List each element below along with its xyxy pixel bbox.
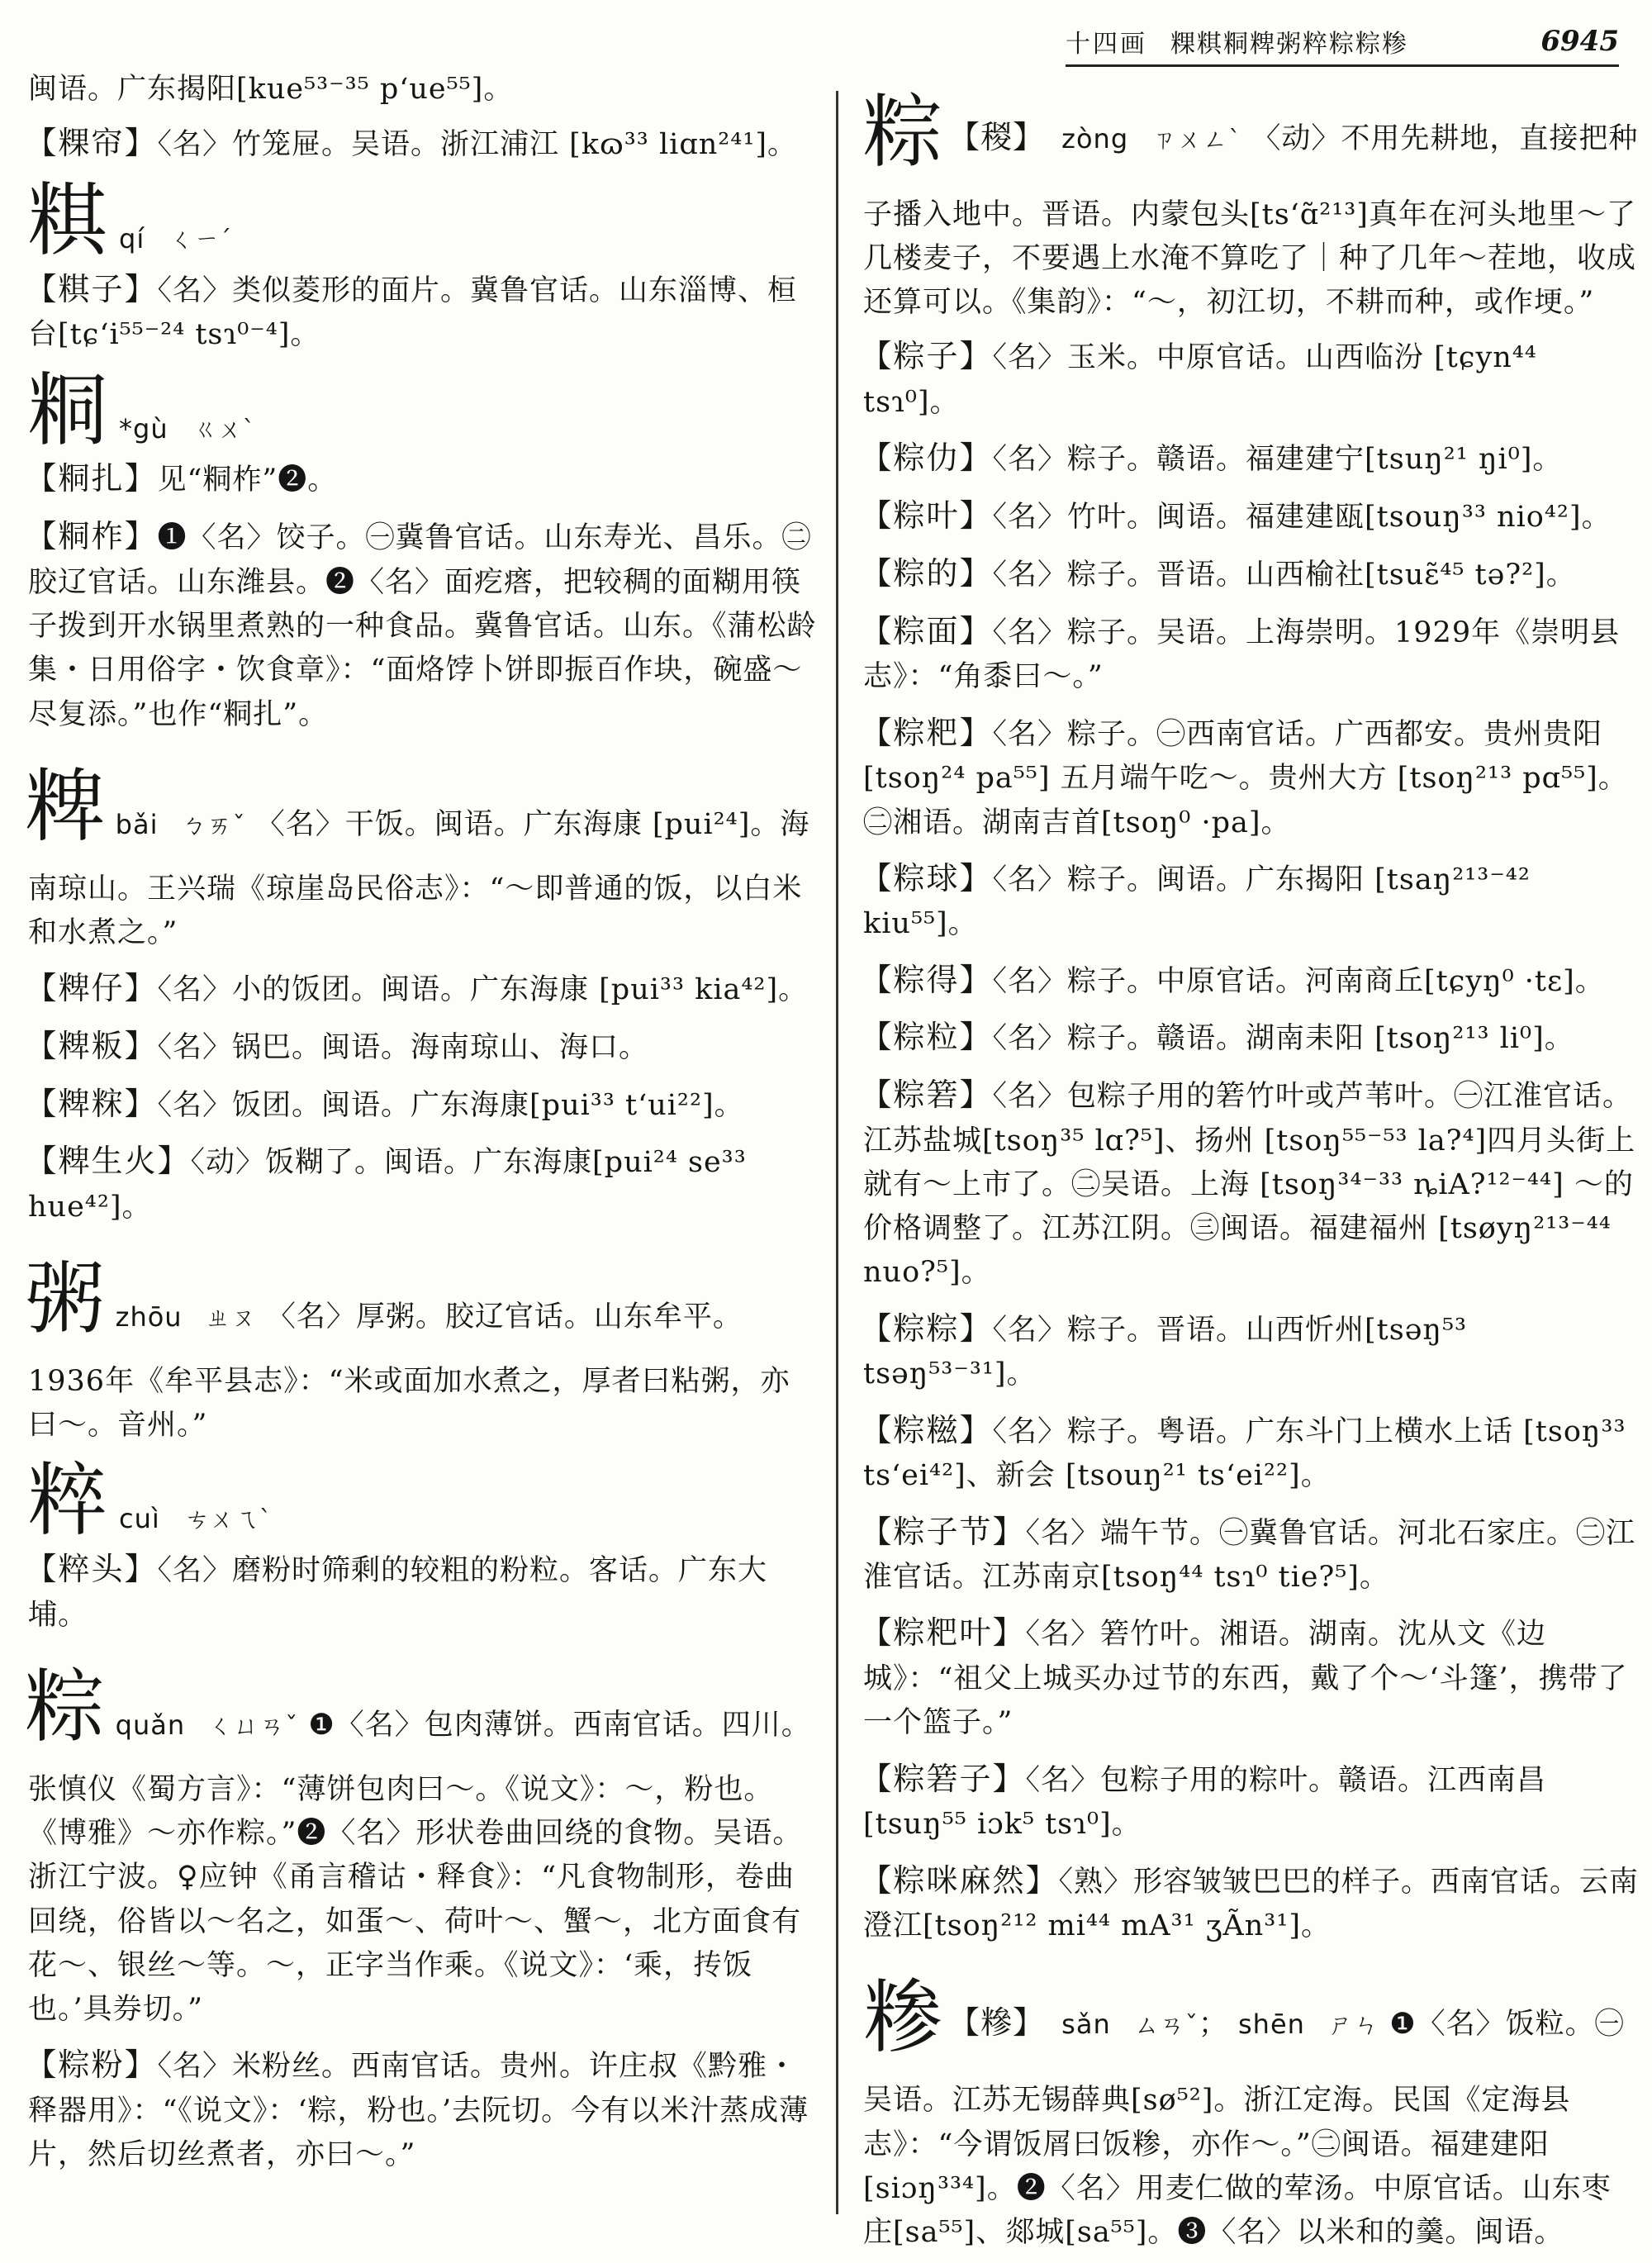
right-column <box>860 68 1640 2263</box>
sub-entry <box>860 1609 1640 1745</box>
sub-entry-text: 〈名〉包粽子用的粽叶。赣语。江西南昌 [tsuŋ⁵⁵ iɔk⁵ tsɿ⁰]。 <box>863 1763 1547 1842</box>
sub-entry-term: 【粽的】 <box>860 554 993 592</box>
sub-entry-text: 〈名〉粽子。闽语。广东揭阳 [tsaŋ²¹³⁻⁴² kiu⁵⁵]。 <box>863 863 1531 941</box>
sub-entry-text: 〈名〉磨粉时筛剩的较粗的粉粒。客话。广东大埔。 <box>28 1554 768 1633</box>
sub-entry-text: 〈名〉粽子。吴语。上海崇明。1929年《崇明县志》：“角黍曰～。” <box>863 616 1621 694</box>
sub-entry-term: 【粹头】 <box>25 1551 158 1588</box>
sub-entry-term: 【粺仔】 <box>25 970 158 1006</box>
headword-zhuyin: ㄍㄨˋ <box>192 415 255 445</box>
headword-char: 粺 <box>25 759 106 853</box>
running-header <box>1066 18 1619 67</box>
headword-pinyin: bǎi <box>115 808 159 840</box>
headword-zhuyin: ㄅㄞˇ <box>181 811 246 840</box>
headword-definition: ❶〈名〉饭粒。㊀吴语。江苏无锡薛典[sø⁵²]。浙江定海。民国《定海县志》：“今谓饭屑曰饭糁，亦作～。”㊁闽语。福建建阳[siɔŋ³³⁴]。❷〈名〉用麦仁做的荤汤。中原官话。山东枣庄[sa⁵⁵]、郯城[sa⁵⁵]。❸〈名〉以米和的羹。闽语。 <box>863 2008 1625 2249</box>
sub-entry-text: 〈名〉粽子。赣语。福建建宁[tsuŋ²¹ ŋi⁰]。 <box>992 443 1563 477</box>
headword-pinyin: sǎn <box>1061 2009 1111 2041</box>
sub-entry <box>860 333 1640 425</box>
sub-entry-term: 【粽箬子】 <box>860 1760 1026 1797</box>
headword-definition: 〈动〉不用先耕地，直接把种子播入地中。晋语。内蒙包头[ts‘ɑ̃²¹³]真年在河头地里～了几楼麦子，不要遇上水淹不算吃了｜种了几年～茬地，收成还算可以。《集韵》：“～，初江切，不耕而种，或作埂。” <box>863 122 1639 320</box>
sub-entry-term: 【粽粽】 <box>860 1310 993 1347</box>
sub-entry-term: 【粽箬】 <box>860 1077 993 1114</box>
headword <box>28 1454 817 1547</box>
sub-entry <box>25 455 817 503</box>
sub-entry-list <box>860 333 1640 1948</box>
sub-entry-text: 〈熟〉形容皱皱巴巴的样子。西南官话。云南澄江[tsoŋ²¹² mi⁴⁴ mA³¹ ʒÃn³¹]。 <box>863 1865 1640 1943</box>
sub-entry-text: 〈名〉玉米。中原官话。山西临汾 [tɕyn⁴⁴ tsɿ⁰]。 <box>863 341 1537 420</box>
sub-entry-term: 【粽面】 <box>860 612 993 649</box>
left-column <box>25 68 817 2187</box>
headword-definition: ❶〈名〉包肉薄饼。西南官话。四川。张慎仪《蜀方言》：“薄饼包肉曰～。《说文》：～，粉也。《博雅》～亦作粽。”❷〈名〉形状卷曲回绕的食物。吴语。浙江宁波。♀应钟《甬言稽诂・释食》：“凡食物制形，卷曲回绕，俗皆以～名之，如蛋～、荷叶～、蟹～，北方面食有花～、银丝～等。～，正字当作乘。《说文》：‘乘，抟饭也。’具券切。” <box>28 1709 811 2027</box>
headword-zhuyin: ㄘㄨㄟˋ <box>184 1505 272 1535</box>
sub-entry <box>25 1138 817 1229</box>
page-number: 6945 <box>1540 25 1619 58</box>
headword-entry <box>25 1239 817 1448</box>
sub-entry <box>25 1081 817 1129</box>
sub-entry <box>860 855 1640 947</box>
headword-char: 粸 <box>28 174 107 267</box>
sub-entry-term: 【粸子】 <box>25 270 158 307</box>
sub-entry-term: 【粽子节】 <box>860 1513 1026 1550</box>
sub-entry-text: 〈名〉箬竹叶。湘语。湖南。沈从文《边城》：“祖父上城买办过节的东西，戴了个～‘斗篷’，携带了一个篮子。” <box>863 1618 1628 1740</box>
variant-form: 【稯】 <box>948 119 1046 155</box>
sub-entry-text: 〈名〉米粉丝。西南官话。贵州。许庄叔《黔雅・释器用》：“《说文》：‘粽，粉也。’去阮切。今有以米汁蒸成薄片，然后切丝煮者，亦曰～。” <box>28 2050 809 2172</box>
continued-text: 闽语。广东揭阳[kue⁵³⁻³⁵ p‘ue⁵⁵]。 <box>28 73 514 106</box>
headword-entry: 糁 【糝】 sǎn ㄙㄢˇ； shēn ㄕㄣ ❶〈名〉饭粒。㊀吴语。江苏无锡薛典[sø⁵²]。浙江定海。民国《定海县志》：“今谓饭屑曰饭糁，亦作～。”㊁闽语。福建建阳[siɔŋ³³⁴]。❷〈名〉用麦仁做的荤汤。中原官话。山东枣庄[sa⁵⁵]、郯城[sa⁵⁵]。❸〈名〉以米和的羹。闽语。 <box>863 1971 1625 2249</box>
headword-char: 粽 <box>25 1661 106 1754</box>
sub-entry <box>25 120 817 168</box>
sub-entry-term: 【粽子】 <box>860 338 993 375</box>
sub-entry <box>860 1305 1640 1397</box>
headword-pinyin: zhōu <box>115 1301 183 1334</box>
sub-entry <box>860 1509 1640 1600</box>
sub-entry-text: 〈名〉粽子。粤语。广东斗门上横水上话 [tsoŋ³³ ts‘ei⁴²]、新会 [tsouŋ²¹ ts‘ei²²]。 <box>863 1414 1626 1493</box>
sub-entry-text: 〈名〉饭团。闽语。广东海康[pui³³ t‘ui²²]。 <box>157 1088 744 1122</box>
headword-pinyin: cuì <box>119 1503 160 1535</box>
sub-entry <box>860 608 1640 700</box>
sub-entry <box>25 965 817 1013</box>
sub-entry-term: 【粿帘】 <box>25 125 158 162</box>
headword-entry <box>25 1647 817 2032</box>
sub-entry-term: 【粽糍】 <box>860 1411 993 1448</box>
headword-pinyin: quǎn <box>115 1709 186 1742</box>
sub-entry <box>25 1023 817 1071</box>
sub-entry-term: 【粽粒】 <box>860 1019 993 1056</box>
headword-definition: 〈名〉厚粥。胶辽官话。山东牟平。1936年《牟平县志》：“米或面加水煮之，厚者曰粘粥，亦曰～。音州。” <box>28 1300 790 1443</box>
sub-entry <box>860 1407 1640 1499</box>
sub-entry-term: 【粽粉】 <box>25 2047 158 2084</box>
sub-entry-term: 【粽粑】 <box>860 714 993 751</box>
sub-entry-text: 〈名〉竹叶。闽语。福建建瓯[tsouŋ³³ nio⁴²]。 <box>992 501 1612 535</box>
sub-entry-term: 【粽粑叶】 <box>860 1614 1026 1652</box>
sub-entry <box>25 266 817 358</box>
headword-zhuyin: ㄑㄩㄢˇ <box>208 1712 299 1742</box>
sub-entry <box>860 492 1640 540</box>
sub-entry-text: 〈名〉竹笼屉。吴语。浙江浦江 [kɷ³³ liɑn²⁴¹]。 <box>157 128 798 162</box>
sub-entry-term: 【粺粄】 <box>25 1027 158 1064</box>
sub-entry <box>860 710 1640 845</box>
headword-entry <box>863 73 1640 325</box>
headword-char: 粹 <box>28 1454 107 1547</box>
headword-zhuyin: ㄑㄧˊ <box>169 225 232 254</box>
sub-entry <box>25 2042 817 2177</box>
headword-definition: 〈名〉干饭。闽语。广东海康 [pui²⁴]。海南琼山。王兴瑞《琼崖岛民俗志》：“～即普通的饭，以白米和水煮之。” <box>28 807 810 949</box>
sub-entry-text: ❶〈名〉饺子。㊀冀鲁官话。山东寿光、昌乐。㊁胶辽官话。山东潍县。❷〈名〉面疙瘩，把较稠的面糊用筷子拨到开水锅里煮熟的一种食品。冀鲁官话。山东。《蒲松龄集・日用俗字・饮食章》：“面烙饽卜饼即振百作块，碗盛～尽复添。”也作“粡扎”。 <box>28 521 817 731</box>
sub-entry-text: 〈名〉粽子。晋语。山西榆社[tsuɛ̃⁴⁵ tə?²]。 <box>992 558 1576 592</box>
headword-pinyin: *gù <box>119 412 169 445</box>
sub-entry <box>860 550 1640 598</box>
headword-zhuyin: ㄗㄨㄥˋ <box>1151 126 1242 155</box>
sub-entry <box>860 1072 1640 1296</box>
sub-entry-text: 〈名〉粽子。赣语。湖南耒阳 [tsoŋ²¹³ li⁰]。 <box>992 1022 1574 1056</box>
sub-entry-text: 〈名〉粽子。中原官话。河南商丘[tɕyŋ⁰ ·tɛ]。 <box>992 964 1605 998</box>
headword-pinyin-alt: shēn <box>1238 2009 1305 2041</box>
sub-entry <box>860 1014 1640 1062</box>
headword-char: 粽 <box>863 86 943 178</box>
sub-entry-term: 【粽叶】 <box>860 497 993 535</box>
headword-zhuyin: ㄓㄡ <box>205 1304 257 1334</box>
sub-entry-text: 〈名〉锅巴。闽语。海南琼山、海口。 <box>157 1030 649 1064</box>
sub-entry-text: 〈名〉端午节。㊀冀鲁官话。河北石家庄。㊁江淮官话。江苏南京[tsoŋ⁴⁴ tsɿ⁰ tie?⁵]。 <box>863 1516 1636 1595</box>
sub-entry-term: 【粺䊉】 <box>25 1085 158 1122</box>
header-section: 十四画 <box>1066 30 1147 59</box>
sub-entry-text: 〈名〉类似菱形的面片。冀鲁官话。山东淄博、桓台[tɕ‘i⁵⁵⁻²⁴ tsɿ⁰⁻⁴]。 <box>28 273 798 352</box>
sub-entry-text: 〈名〉包粽子用的箬竹叶或芦苇叶。㊀江淮官话。江苏盐城[tsoŋ³⁵ lɑ?⁵]、扬州 [tsoŋ⁵⁵⁻⁵³ la?⁴]四月头街上就有～上市了。㊁吴语。上海 [tsoŋ³⁴⁻³³ ȵiA?¹²⁻⁴⁴] ～的价格调整了。江苏江阴。㊂闽语。福建福州 [tsøyŋ²¹³⁻⁴⁴ nuo?⁵]。 <box>863 1080 1636 1290</box>
headword-char: 糁 <box>863 1971 943 2065</box>
headword <box>28 364 817 457</box>
headword <box>28 174 817 267</box>
headword-pinyin: qí <box>119 222 145 254</box>
headword-char: 粡 <box>28 364 107 457</box>
sub-entry-term: 【粺生火】 <box>25 1143 191 1180</box>
sub-entry <box>25 1546 817 1638</box>
headword-pinyin: zòng <box>1061 123 1129 155</box>
sub-entry-term: 【粽球】 <box>860 859 993 896</box>
sub-entry-text: 〈名〉小的饭团。闽语。广东海康 [pui³³ kia⁴²]。 <box>157 973 809 1006</box>
header-characters: 粿粸粡粺粥粹粽粽糁 <box>1170 30 1408 59</box>
headword-entry <box>25 747 817 955</box>
sub-entry <box>860 957 1640 1005</box>
sub-entry <box>860 1857 1640 1949</box>
sub-entry-text: 〈动〉饭糊了。闽语。广东海康[pui²⁴ se³³ hue⁴²]。 <box>28 1146 747 1224</box>
sub-entry-text: 见“粡柞”❷。 <box>157 464 338 497</box>
sub-entry-text: 〈名〉粽子。晋语。山西忻州[tsəŋ⁵³ tsəŋ⁵³⁻³¹]。 <box>863 1313 1468 1391</box>
headword-zhuyin-alt: ㄕㄣ <box>1328 2011 1380 2041</box>
sub-entry-text: 〈名〉粽子。㊀西南官话。广西都安。贵州贵阳[tsoŋ²⁴ pa⁵⁵] 五月端午吃～。贵州大方 [tsoŋ²¹³ pɑ⁵⁵]。㊁湘语。湖南吉首[tsoŋ⁰ ·pa]。 <box>863 717 1628 839</box>
sub-entry <box>25 513 817 737</box>
sub-entry-term: 【粡扎】 <box>25 460 158 497</box>
column-divider <box>836 91 838 2214</box>
variant-form: 【糝】 <box>948 2004 1046 2042</box>
sub-entry-term: 【粽得】 <box>860 961 993 998</box>
sub-entry-term: 【粽咪麻然】 <box>860 1861 1059 1899</box>
sub-entry-term: 【粡柞】 <box>25 518 158 555</box>
headword-zhuyin: ㄙㄢˇ <box>1133 2011 1199 2041</box>
sub-entry <box>860 435 1640 483</box>
headword-char: 粥 <box>25 1253 106 1346</box>
sub-entry <box>860 1756 1640 1847</box>
sub-entry-term: 【粽仂】 <box>860 440 993 477</box>
